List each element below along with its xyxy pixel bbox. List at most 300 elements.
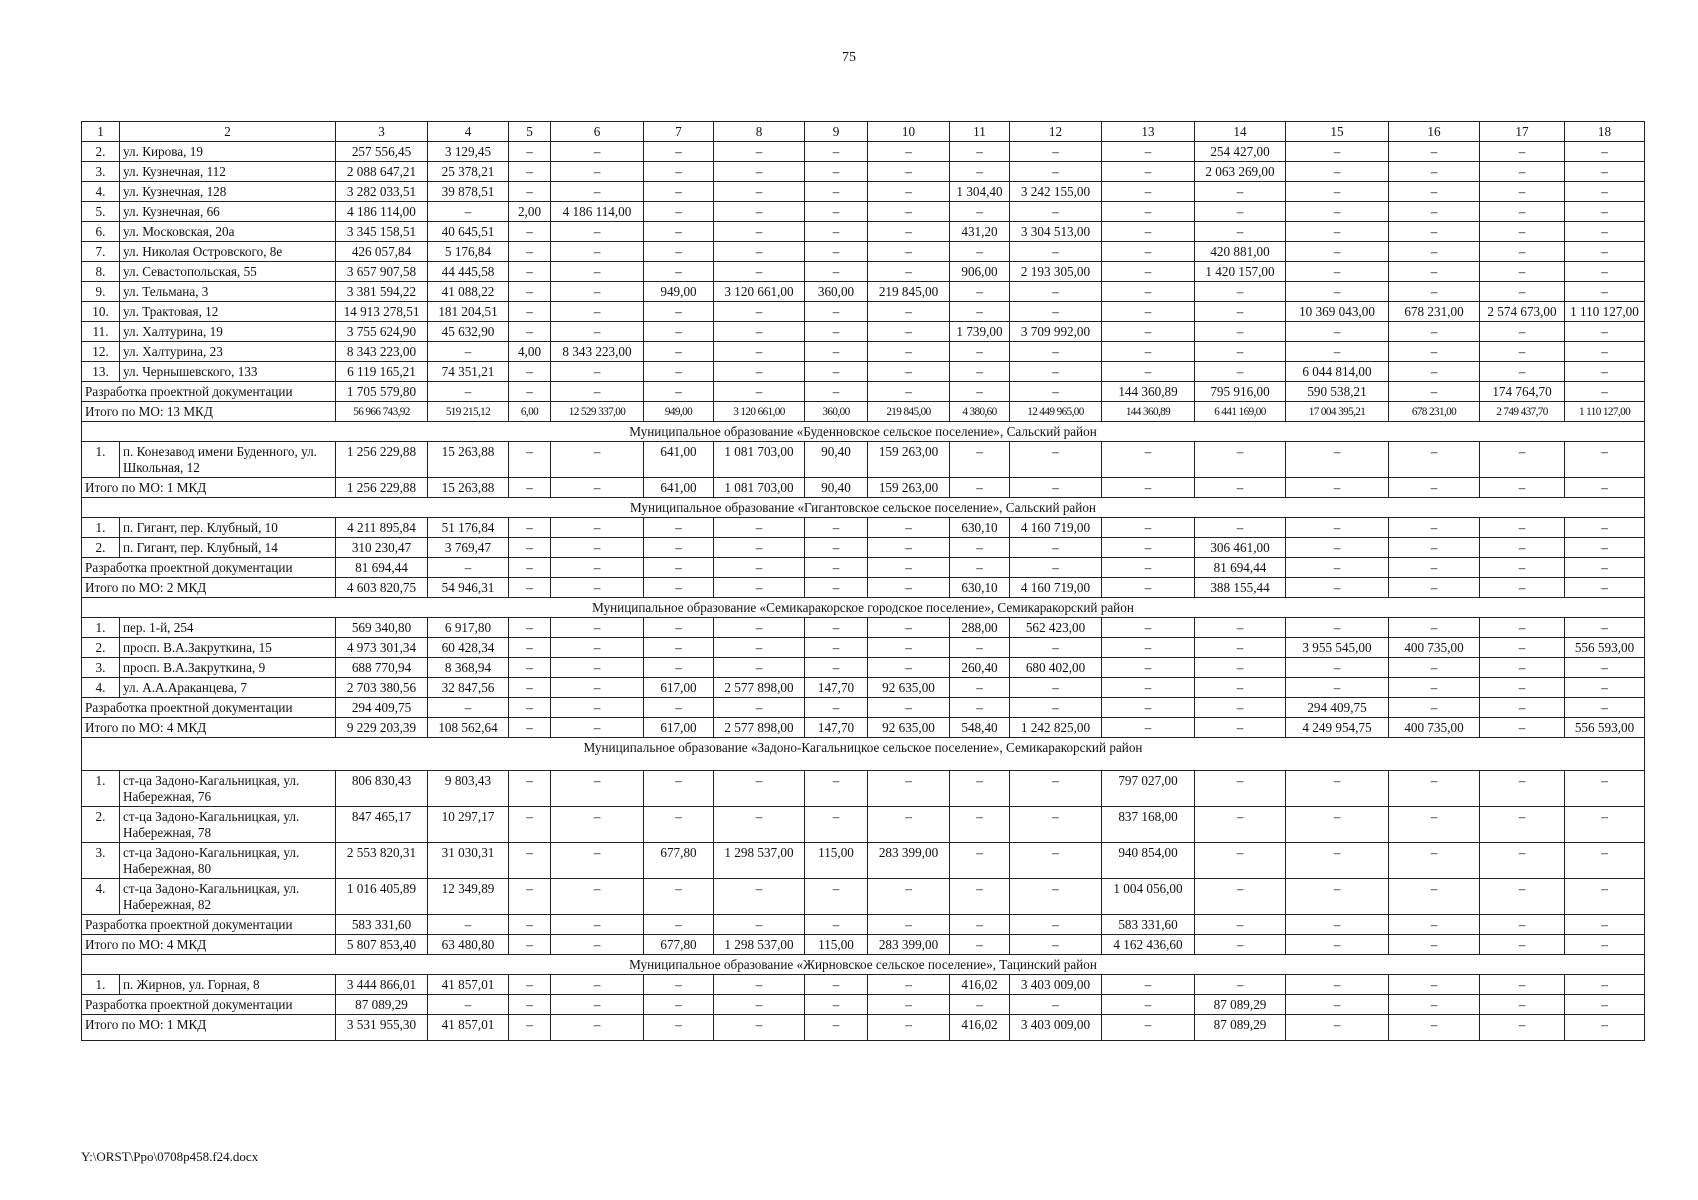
value-cell: 3 120 661,00 [714, 282, 805, 302]
value-cell: – [551, 362, 644, 382]
value-cell: – [551, 242, 644, 262]
value-cell: – [1286, 843, 1389, 879]
value-cell: – [1010, 302, 1102, 322]
value-cell: – [805, 558, 868, 578]
data-table [81, 121, 1645, 1041]
value-cell: – [1565, 382, 1645, 402]
value-cell: – [805, 182, 868, 202]
value-cell: 144 360,89 [1102, 382, 1195, 402]
value-cell: 147,70 [805, 718, 868, 738]
row-number: 2. [82, 142, 120, 162]
column-header: 13 [1102, 122, 1195, 142]
value-cell: – [1565, 807, 1645, 843]
value-cell: 44 445,58 [428, 262, 509, 282]
value-cell: 949,00 [644, 282, 714, 302]
value-cell: – [714, 1015, 805, 1041]
value-cell: – [509, 843, 551, 879]
value-cell: 630,10 [950, 518, 1010, 538]
value-cell: – [1480, 142, 1565, 162]
value-cell: – [551, 638, 644, 658]
value-cell: 3 709 992,00 [1010, 322, 1102, 342]
value-cell: – [509, 915, 551, 935]
value-cell: – [1565, 578, 1645, 598]
value-cell: 63 480,80 [428, 935, 509, 955]
value-cell: – [1010, 807, 1102, 843]
value-cell: 590 538,21 [1286, 382, 1389, 402]
value-cell: – [1480, 342, 1565, 362]
value-cell: – [551, 478, 644, 498]
table-row [82, 658, 1645, 678]
value-cell: – [868, 771, 950, 807]
value-cell: 15 263,88 [428, 442, 509, 478]
value-cell: – [868, 1015, 950, 1041]
value-cell: – [1480, 442, 1565, 478]
value-cell: – [1565, 478, 1645, 498]
value-cell: – [1010, 362, 1102, 382]
value-cell: – [1010, 478, 1102, 498]
subtotal-row [82, 698, 1645, 718]
value-cell: – [714, 242, 805, 262]
value-cell: – [644, 182, 714, 202]
value-cell: – [1480, 771, 1565, 807]
table-row [82, 222, 1645, 242]
value-cell: – [1480, 222, 1565, 242]
value-cell: – [1195, 771, 1286, 807]
row-label: Разработка проектной документации [82, 915, 336, 935]
value-cell: 3 769,47 [428, 538, 509, 558]
value-cell: – [509, 995, 551, 1015]
value-cell: – [1480, 538, 1565, 558]
row-label: Разработка проектной документации [82, 382, 336, 402]
value-cell: 2 577 898,00 [714, 678, 805, 698]
value-cell: 81 694,44 [336, 558, 428, 578]
value-cell: 2 577 898,00 [714, 718, 805, 738]
value-cell: 3 129,45 [428, 142, 509, 162]
value-cell: 2 574 673,00 [1480, 302, 1565, 322]
value-cell: 306 461,00 [1195, 538, 1286, 558]
value-cell: – [714, 162, 805, 182]
row-address: ст-ца Задоно-Кагальницкая, ул. Набережная, 78 [120, 807, 336, 843]
value-cell: – [950, 382, 1010, 402]
table-row [82, 843, 1645, 879]
value-cell: – [551, 302, 644, 322]
value-cell: – [509, 162, 551, 182]
value-cell: – [1102, 282, 1195, 302]
value-cell: – [509, 442, 551, 478]
value-cell: 8 343 223,00 [551, 342, 644, 362]
row-address: ул. Кузнечная, 66 [120, 202, 336, 222]
value-cell: – [551, 262, 644, 282]
row-number: 4. [82, 678, 120, 698]
value-cell: 1 304,40 [950, 182, 1010, 202]
column-header: 1 [82, 122, 120, 142]
section-title: Муниципальное образование «Жирновское сельское поселение», Тацинский район [82, 955, 1645, 975]
value-cell: – [1286, 915, 1389, 935]
value-cell: 949,00 [644, 402, 714, 422]
value-cell: – [644, 538, 714, 558]
value-cell: – [868, 807, 950, 843]
value-cell: 6 119 165,21 [336, 362, 428, 382]
value-cell: 40 645,51 [428, 222, 509, 242]
value-cell: – [950, 879, 1010, 915]
value-cell: – [1286, 658, 1389, 678]
value-cell: – [868, 262, 950, 282]
column-header: 4 [428, 122, 509, 142]
column-header: 12 [1010, 122, 1102, 142]
value-cell: – [1195, 302, 1286, 322]
value-cell: – [551, 282, 644, 302]
column-header: 2 [120, 122, 336, 142]
value-cell: – [509, 518, 551, 538]
table-row [82, 975, 1645, 995]
row-address: ул. А.А.Араканцева, 7 [120, 678, 336, 698]
row-address: ул. Севастопольская, 55 [120, 262, 336, 282]
value-cell: – [551, 718, 644, 738]
value-cell: – [1389, 558, 1480, 578]
value-cell: – [1286, 202, 1389, 222]
value-cell: – [551, 322, 644, 342]
value-cell: – [868, 302, 950, 322]
table-row [82, 302, 1645, 322]
value-cell: – [1102, 538, 1195, 558]
value-cell: 115,00 [805, 843, 868, 879]
row-label: Итого по МО: 2 МКД [82, 578, 336, 598]
value-cell: 678 231,00 [1389, 402, 1480, 422]
value-cell: – [950, 142, 1010, 162]
value-cell: – [1102, 638, 1195, 658]
section-row [82, 955, 1645, 975]
row-number: 6. [82, 222, 120, 242]
subtotal-row [82, 995, 1645, 1015]
table-body [82, 122, 1645, 1041]
value-cell: – [1480, 478, 1565, 498]
value-cell: – [509, 262, 551, 282]
value-cell: – [950, 807, 1010, 843]
value-cell: – [868, 222, 950, 242]
value-cell: – [509, 282, 551, 302]
value-cell: – [1565, 698, 1645, 718]
value-cell: – [950, 538, 1010, 558]
value-cell: 2,00 [509, 202, 551, 222]
value-cell: 641,00 [644, 442, 714, 478]
row-number: 3. [82, 162, 120, 182]
value-cell: – [1480, 618, 1565, 638]
value-cell: – [1195, 698, 1286, 718]
value-cell: – [1480, 698, 1565, 718]
value-cell: 688 770,94 [336, 658, 428, 678]
value-cell: 678 231,00 [1389, 302, 1480, 322]
value-cell: – [950, 242, 1010, 262]
value-cell: – [714, 915, 805, 935]
value-cell: – [714, 382, 805, 402]
value-cell: 837 168,00 [1102, 807, 1195, 843]
value-cell: – [1565, 618, 1645, 638]
value-cell: 4 211 895,84 [336, 518, 428, 538]
value-cell: – [551, 162, 644, 182]
value-cell: – [1102, 362, 1195, 382]
value-cell: – [644, 879, 714, 915]
value-cell: 12 449 965,00 [1010, 402, 1102, 422]
value-cell: – [868, 142, 950, 162]
value-cell: 1 016 405,89 [336, 879, 428, 915]
value-cell: – [428, 202, 509, 222]
row-number: 3. [82, 658, 120, 678]
value-cell: – [1195, 915, 1286, 935]
value-cell: – [805, 618, 868, 638]
value-cell: 219 845,00 [868, 402, 950, 422]
value-cell: – [805, 915, 868, 935]
value-cell: – [1010, 678, 1102, 698]
value-cell: – [714, 698, 805, 718]
value-cell: – [950, 771, 1010, 807]
value-cell: – [1565, 242, 1645, 262]
section-title: Муниципальное образование «Гигантовское сельское поселение», Сальский район [82, 498, 1645, 518]
value-cell: – [644, 302, 714, 322]
value-cell: – [644, 658, 714, 678]
table-row [82, 342, 1645, 362]
value-cell: – [1565, 558, 1645, 578]
value-cell: 32 847,56 [428, 678, 509, 698]
value-cell: 519 215,12 [428, 402, 509, 422]
value-cell: – [509, 879, 551, 915]
value-cell: – [1195, 442, 1286, 478]
value-cell: – [1389, 382, 1480, 402]
value-cell: 45 632,90 [428, 322, 509, 342]
value-cell: – [1389, 518, 1480, 538]
row-number: 8. [82, 262, 120, 282]
value-cell: – [868, 618, 950, 638]
value-cell: 3 345 158,51 [336, 222, 428, 242]
value-cell: – [509, 538, 551, 558]
value-cell: – [1389, 478, 1480, 498]
value-cell: 1 081 703,00 [714, 442, 805, 478]
value-cell: – [1286, 558, 1389, 578]
value-cell: 1 004 056,00 [1102, 879, 1195, 915]
row-label: Разработка проектной документации [82, 995, 336, 1015]
value-cell: 906,00 [950, 262, 1010, 282]
value-cell: – [551, 678, 644, 698]
value-cell: – [644, 518, 714, 538]
value-cell: – [509, 142, 551, 162]
value-cell: – [805, 879, 868, 915]
value-cell: – [805, 142, 868, 162]
value-cell: – [551, 518, 644, 538]
column-header: 7 [644, 122, 714, 142]
value-cell: 6 441 169,00 [1195, 402, 1286, 422]
value-cell: – [644, 262, 714, 282]
value-cell: – [1102, 202, 1195, 222]
value-cell: – [644, 618, 714, 638]
row-address: ул. Халтурина, 23 [120, 342, 336, 362]
value-cell: – [950, 202, 1010, 222]
value-cell: – [644, 162, 714, 182]
value-cell: – [950, 362, 1010, 382]
subtotal-row [82, 478, 1645, 498]
value-cell: 2 088 647,21 [336, 162, 428, 182]
value-cell: – [1102, 222, 1195, 242]
value-cell: – [950, 442, 1010, 478]
value-cell: – [1286, 538, 1389, 558]
value-cell: – [551, 578, 644, 598]
value-cell: – [868, 995, 950, 1015]
value-cell: – [1102, 698, 1195, 718]
value-cell: – [644, 382, 714, 402]
value-cell: 3 531 955,30 [336, 1015, 428, 1041]
value-cell: – [644, 578, 714, 598]
value-cell: – [1565, 142, 1645, 162]
value-cell: 87 089,29 [1195, 995, 1286, 1015]
value-cell: 4 160 719,00 [1010, 518, 1102, 538]
value-cell: – [1480, 202, 1565, 222]
value-cell: 426 057,84 [336, 242, 428, 262]
value-cell: 797 027,00 [1102, 771, 1195, 807]
row-label: Разработка проектной документации [82, 698, 336, 718]
value-cell: – [644, 915, 714, 935]
value-cell: – [551, 807, 644, 843]
row-number: 1. [82, 518, 120, 538]
value-cell: – [714, 771, 805, 807]
value-cell: 2 703 380,56 [336, 678, 428, 698]
section-title: Муниципальное образование «Буденновское сельское поселение», Сальский район [82, 422, 1645, 442]
value-cell: – [1102, 478, 1195, 498]
value-cell: – [1286, 995, 1389, 1015]
value-cell: – [1389, 282, 1480, 302]
value-cell: 4 249 954,75 [1286, 718, 1389, 738]
table-row [82, 618, 1645, 638]
value-cell: – [1565, 202, 1645, 222]
value-cell: – [644, 771, 714, 807]
table-row [82, 242, 1645, 262]
value-cell: – [1389, 995, 1480, 1015]
value-cell: – [1565, 322, 1645, 342]
value-cell: – [428, 915, 509, 935]
value-cell: – [1286, 975, 1389, 995]
row-address: ст-ца Задоно-Кагальницкая, ул. Набережная, 82 [120, 879, 336, 915]
value-cell: – [509, 771, 551, 807]
row-label: Итого по МО: 1 МКД [82, 1015, 336, 1041]
value-cell: – [1389, 843, 1480, 879]
value-cell: 3 381 594,22 [336, 282, 428, 302]
value-cell: – [1286, 518, 1389, 538]
row-label: Разработка проектной документации [82, 558, 336, 578]
value-cell: – [1195, 638, 1286, 658]
value-cell: – [1195, 478, 1286, 498]
value-cell: 806 830,43 [336, 771, 428, 807]
value-cell: – [1195, 322, 1286, 342]
value-cell: – [1565, 162, 1645, 182]
value-cell: – [509, 382, 551, 402]
value-cell: – [1195, 718, 1286, 738]
value-cell: – [1195, 222, 1286, 242]
value-cell: 548,40 [950, 718, 1010, 738]
value-cell: – [509, 222, 551, 242]
row-number: 2. [82, 807, 120, 843]
value-cell: 420 881,00 [1195, 242, 1286, 262]
value-cell: – [1565, 1015, 1645, 1041]
value-cell: 56 966 743,92 [336, 402, 428, 422]
value-cell: – [644, 322, 714, 342]
value-cell: – [1010, 698, 1102, 718]
value-cell: – [1389, 578, 1480, 598]
value-cell: – [1102, 162, 1195, 182]
value-cell: – [551, 1015, 644, 1041]
value-cell: 8 343 223,00 [336, 342, 428, 362]
value-cell: – [1102, 242, 1195, 262]
column-header: 14 [1195, 122, 1286, 142]
value-cell: – [1102, 142, 1195, 162]
value-cell: 583 331,60 [1102, 915, 1195, 935]
value-cell: 115,00 [805, 935, 868, 955]
value-cell: 2 063 269,00 [1195, 162, 1286, 182]
value-cell: 25 378,21 [428, 162, 509, 182]
value-cell: – [551, 222, 644, 242]
value-cell: – [1565, 222, 1645, 242]
column-header: 9 [805, 122, 868, 142]
value-cell: 74 351,21 [428, 362, 509, 382]
value-cell: – [1286, 678, 1389, 698]
value-cell: – [805, 578, 868, 598]
value-cell: 108 562,64 [428, 718, 509, 738]
value-cell: – [1565, 879, 1645, 915]
column-header: 6 [551, 122, 644, 142]
value-cell: – [1480, 879, 1565, 915]
row-label: Итого по МО: 4 МКД [82, 718, 336, 738]
value-cell: – [1010, 202, 1102, 222]
value-cell: 10 369 043,00 [1286, 302, 1389, 322]
value-cell: – [1480, 975, 1565, 995]
column-header: 11 [950, 122, 1010, 142]
value-cell: – [1480, 282, 1565, 302]
value-cell: 4 160 719,00 [1010, 578, 1102, 598]
value-cell: 556 593,00 [1565, 718, 1645, 738]
value-cell: 6,00 [509, 402, 551, 422]
value-cell: – [1102, 442, 1195, 478]
row-number: 5. [82, 202, 120, 222]
value-cell: – [1010, 879, 1102, 915]
value-cell: – [805, 162, 868, 182]
value-cell: 1 110 127,00 [1565, 302, 1645, 322]
value-cell: 54 946,31 [428, 578, 509, 598]
value-cell: 4 186 114,00 [336, 202, 428, 222]
value-cell: – [1389, 222, 1480, 242]
value-cell: 3 755 624,90 [336, 322, 428, 342]
value-cell: – [1010, 935, 1102, 955]
value-cell: – [509, 975, 551, 995]
value-cell: 556 593,00 [1565, 638, 1645, 658]
value-cell: 92 635,00 [868, 718, 950, 738]
row-number: 13. [82, 362, 120, 382]
value-cell: – [1286, 879, 1389, 915]
value-cell: 680 402,00 [1010, 658, 1102, 678]
value-cell: – [1102, 995, 1195, 1015]
value-cell: – [509, 618, 551, 638]
value-cell: – [1389, 618, 1480, 638]
value-cell: – [551, 182, 644, 202]
subtotal-row [82, 558, 1645, 578]
value-cell: – [1102, 578, 1195, 598]
table-row [82, 182, 1645, 202]
value-cell: – [714, 182, 805, 202]
value-cell: 5 807 853,40 [336, 935, 428, 955]
value-cell: – [1286, 342, 1389, 362]
value-cell: – [509, 658, 551, 678]
value-cell: – [1010, 538, 1102, 558]
row-address: ул. Кузнечная, 128 [120, 182, 336, 202]
value-cell: 1 298 537,00 [714, 843, 805, 879]
value-cell: – [551, 879, 644, 915]
table-row [82, 322, 1645, 342]
table-row [82, 638, 1645, 658]
